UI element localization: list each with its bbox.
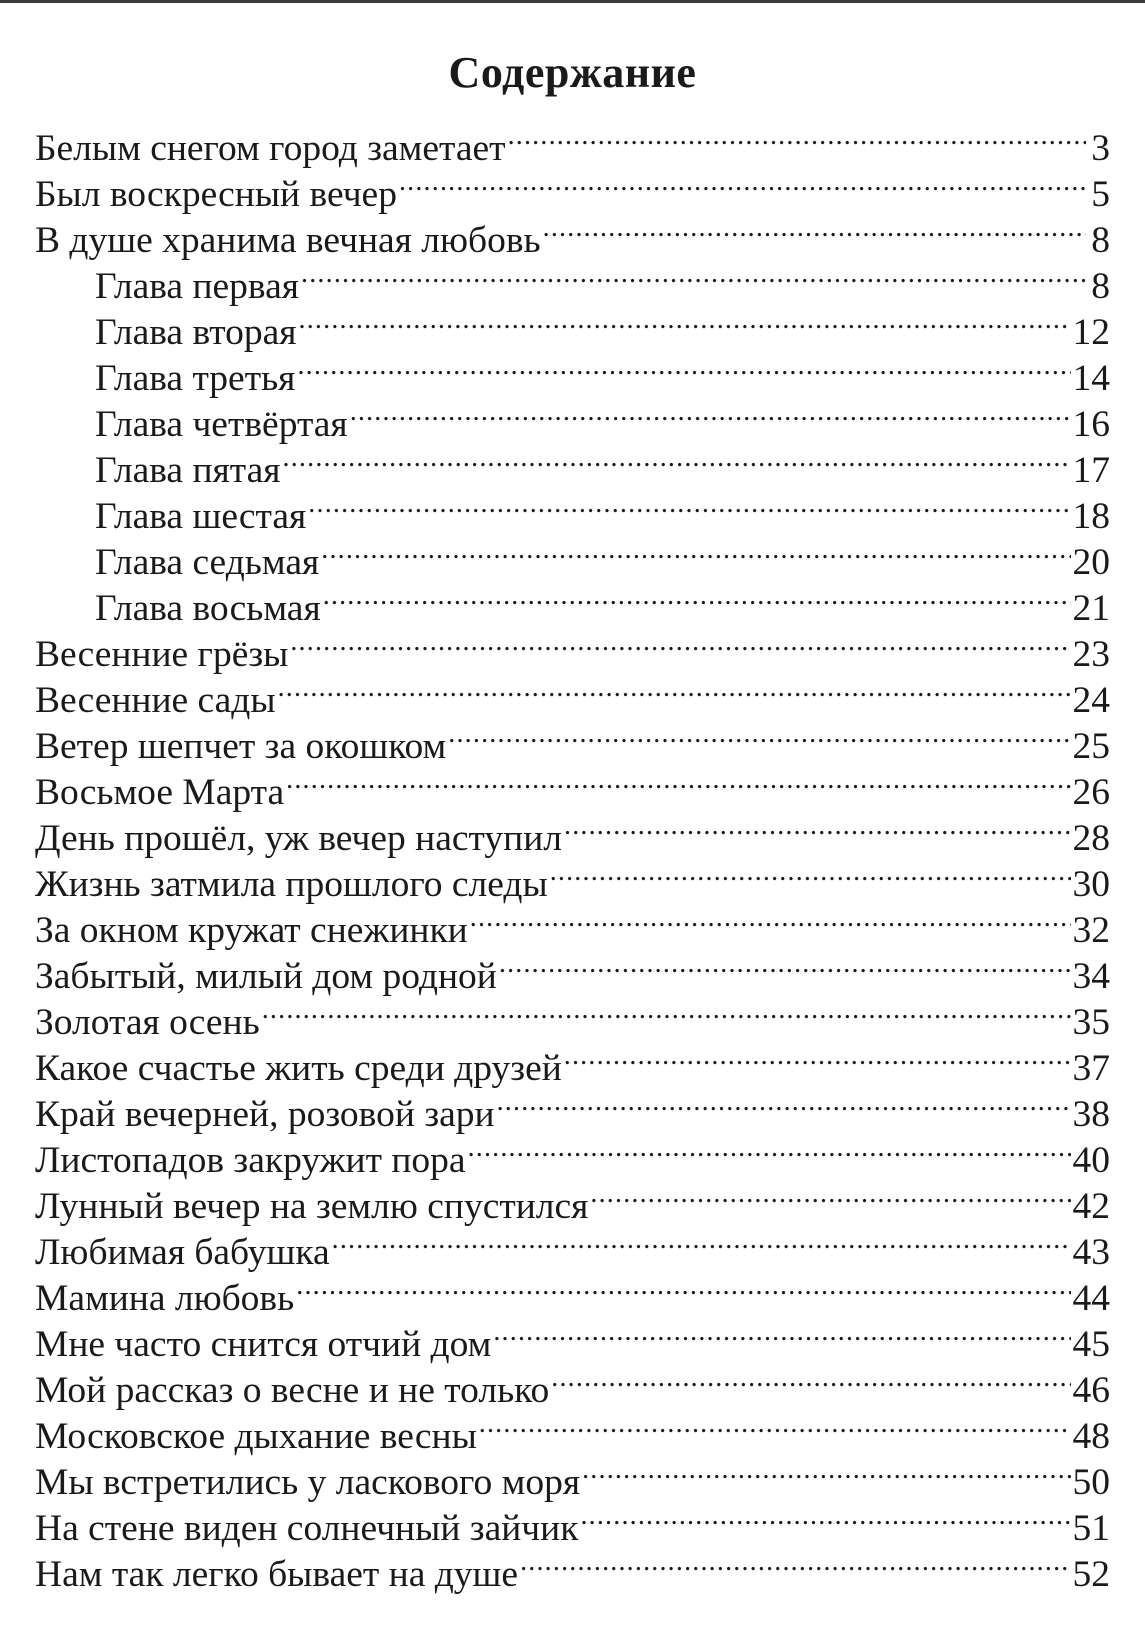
- dot-leader: [580, 1494, 1070, 1540]
- toc-entry-title: Край вечерней, розовой зари: [35, 1094, 495, 1135]
- toc-page-number: 43: [1072, 1232, 1110, 1273]
- toc-entry: [35, 114, 1110, 169]
- toc-entry-title: Ветер шепчет за окошком: [35, 726, 447, 767]
- toc-page-number: 20: [1072, 542, 1110, 583]
- toc-page-number: 26: [1072, 772, 1110, 813]
- dot-leader: [262, 988, 1071, 1034]
- dot-leader: [299, 298, 1071, 344]
- toc-entry-title: Весенние грёзы: [35, 634, 289, 675]
- dot-leader: [551, 1356, 1070, 1402]
- dot-leader: [493, 1310, 1070, 1356]
- toc-page-number: 34: [1072, 956, 1110, 997]
- toc-page-number: 42: [1072, 1186, 1110, 1227]
- toc-entry-title: Мой рассказ о весне и не только: [35, 1370, 550, 1411]
- dot-leader: [520, 1540, 1070, 1586]
- table-of-contents: [35, 114, 1110, 1595]
- toc-entry-title: Какое счастье жить среди друзей: [35, 1048, 562, 1089]
- toc-entry-title: На стене виден солнечный зайчик: [35, 1508, 579, 1549]
- toc-entry-title: Глава шестая: [95, 496, 307, 537]
- toc-page-number: 50: [1072, 1462, 1110, 1503]
- dot-leader: [564, 1034, 1071, 1080]
- toc-entry-title: Глава первая: [95, 266, 300, 307]
- toc-page-number: 25: [1072, 726, 1110, 767]
- toc-entry-title: Мамина любовь: [35, 1278, 295, 1319]
- dot-leader: [296, 1264, 1070, 1310]
- dot-leader: [470, 896, 1071, 942]
- toc-page-number: 45: [1072, 1324, 1110, 1365]
- dot-leader: [564, 804, 1071, 850]
- toc-page-number: 44: [1072, 1278, 1110, 1319]
- dot-leader: [301, 252, 1086, 298]
- toc-page-number: 8: [1091, 220, 1110, 261]
- toc-page-number: 24: [1072, 680, 1110, 721]
- toc-entry-title: Глава пятая: [95, 450, 281, 491]
- toc-page-number: 40: [1072, 1140, 1110, 1181]
- toc-page-number: 48: [1072, 1416, 1110, 1457]
- toc-entry-title: Мне часто снится отчий дом: [35, 1324, 492, 1365]
- toc-entry-title: День прошёл, уж вечер наступил: [35, 818, 562, 859]
- page-title: Содержание: [448, 48, 697, 98]
- toc-entry-title: Весенние сады: [35, 680, 276, 721]
- toc-entry-title: Глава вторая: [95, 312, 297, 353]
- toc-entry-title: Был воскресный вечер: [35, 174, 397, 215]
- dot-leader: [297, 344, 1070, 390]
- toc-page-number: 28: [1072, 818, 1110, 859]
- dot-leader: [350, 390, 1071, 436]
- toc-page-number: 17: [1072, 450, 1110, 491]
- toc-entry-title: Листопадов закружит пора: [35, 1140, 466, 1181]
- toc-page-number: 8: [1091, 266, 1110, 307]
- toc-page-number: 37: [1072, 1048, 1110, 1089]
- dot-leader: [550, 850, 1071, 896]
- toc-entry-title: Золотая осень: [35, 1002, 260, 1043]
- toc-entry-title: Любимая бабушка: [35, 1232, 330, 1273]
- toc-page-number: 52: [1072, 1554, 1110, 1595]
- toc-page-number: 16: [1072, 404, 1110, 445]
- toc-page-number: 5: [1091, 174, 1110, 215]
- toc-entry-title: В душе хранима вечная любовь: [35, 220, 541, 261]
- dot-leader: [543, 206, 1086, 252]
- dot-leader: [468, 1126, 1071, 1172]
- toc-entry-title: За окном кружат снежинки: [35, 910, 468, 951]
- toc-entry-title: Глава третья: [95, 358, 296, 399]
- dot-leader: [448, 712, 1070, 758]
- toc-page-number: 23: [1072, 634, 1110, 675]
- toc-page-number: 51: [1072, 1508, 1110, 1549]
- toc-page-number: 32: [1072, 910, 1110, 951]
- toc-entry-title: Глава восьмая: [95, 588, 321, 629]
- dot-leader: [497, 1080, 1071, 1126]
- dot-leader: [499, 942, 1071, 988]
- dot-leader: [308, 482, 1070, 528]
- toc-entry-title: Нам так легко бывает на душе: [35, 1554, 519, 1595]
- toc-entry-title: Жизнь затмила прошлого следы: [35, 864, 548, 905]
- dot-leader: [508, 114, 1086, 160]
- toc-page-number: 46: [1072, 1370, 1110, 1411]
- toc-entry-title: Глава четвёртая: [95, 404, 348, 445]
- toc-entry-title: Забытый, милый дом родной: [35, 956, 497, 997]
- dot-leader: [323, 574, 1071, 620]
- toc-page-number: 12: [1072, 312, 1110, 353]
- toc-entry-title: Глава седьмая: [95, 542, 320, 583]
- dot-leader: [332, 1218, 1071, 1264]
- toc-page-number: 18: [1072, 496, 1110, 537]
- dot-leader: [590, 1172, 1070, 1218]
- dot-leader: [479, 1402, 1071, 1448]
- toc-page-number: 35: [1072, 1002, 1110, 1043]
- toc-page-number: 14: [1072, 358, 1110, 399]
- toc-entry-title: Лунный вечер на землю спустился: [35, 1186, 589, 1227]
- dot-leader: [290, 620, 1070, 666]
- toc-entry-title: Московское дыхание весны: [35, 1416, 477, 1457]
- toc-page-number: 38: [1072, 1094, 1110, 1135]
- dot-leader: [278, 666, 1071, 712]
- toc-entry-title: Мы встретились у ласкового моря: [35, 1462, 581, 1503]
- dot-leader: [582, 1448, 1070, 1494]
- toc-page-number: 3: [1091, 128, 1110, 169]
- dot-leader: [286, 758, 1070, 804]
- dot-leader: [283, 436, 1071, 482]
- toc-page-number: 21: [1072, 588, 1110, 629]
- page-top-edge: [0, 0, 1145, 3]
- toc-entry-title: Восьмое Марта: [35, 772, 285, 813]
- dot-leader: [399, 160, 1086, 206]
- toc-entry-title: Белым снегом город заметает: [35, 128, 506, 169]
- toc-page-number: 30: [1072, 864, 1110, 905]
- dot-leader: [321, 528, 1070, 574]
